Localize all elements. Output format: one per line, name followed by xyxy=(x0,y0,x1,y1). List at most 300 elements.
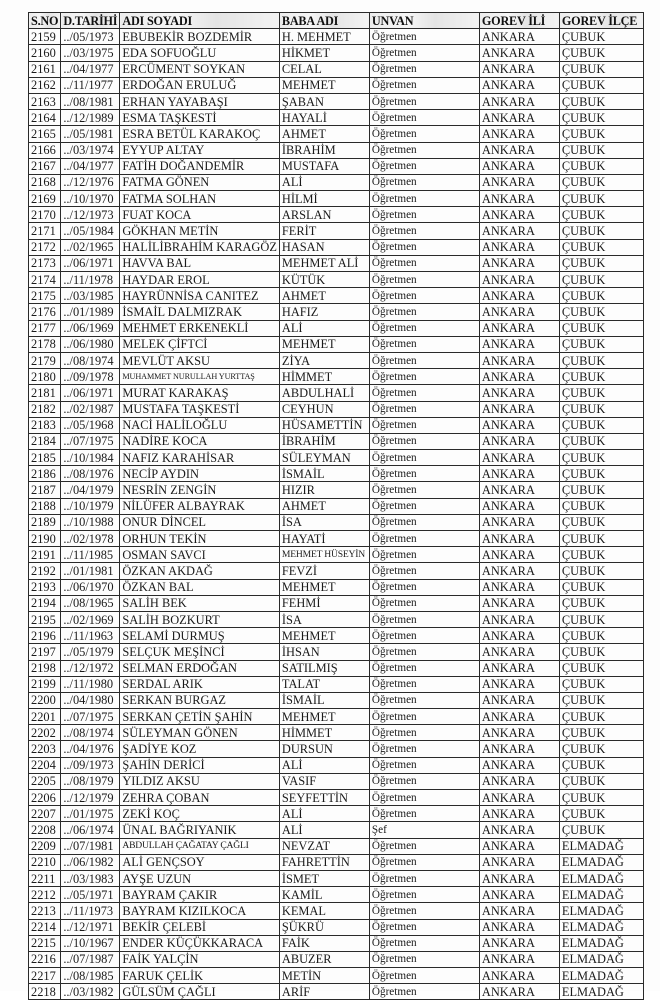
cell-birth-date: ../01/1989 xyxy=(61,304,120,320)
cell-title: Şef xyxy=(369,822,479,838)
cell-father-name: CEYHUN xyxy=(279,401,369,417)
cell-father-name: İSMAİL xyxy=(279,692,369,708)
cell-full-name: BEKİR ÇELEBİ xyxy=(120,919,280,935)
cell-title: Öğretmen xyxy=(369,255,479,271)
cell-duty-district: ÇUBUK xyxy=(559,304,643,320)
cell-birth-date: ../08/1985 xyxy=(61,968,120,984)
cell-full-name: ESRA BETÜL KARAKOÇ xyxy=(120,126,280,142)
cell-duty-district: ÇUBUK xyxy=(559,741,643,757)
header-sno: S.NO xyxy=(29,13,61,29)
personnel-table xyxy=(28,12,644,1000)
cell-father-name: ABDULHALİ xyxy=(279,385,369,401)
table-row xyxy=(29,563,644,579)
cell-duty-district: ELMADAĞ xyxy=(559,919,643,935)
cell-duty-district: ÇUBUK xyxy=(559,806,643,822)
cell-full-name: MUSTAFA TAŞKESTİ xyxy=(120,401,280,417)
cell-birth-date: ../08/1979 xyxy=(61,773,120,789)
cell-duty-province: ANKARA xyxy=(479,935,559,951)
table-row xyxy=(29,547,644,563)
table-row xyxy=(29,644,644,660)
cell-duty-province: ANKARA xyxy=(479,498,559,514)
cell-father-name: HAYALİ xyxy=(279,110,369,126)
cell-father-name: HÜSAMETTİN xyxy=(279,417,369,433)
cell-sno: 2182 xyxy=(29,401,61,417)
cell-duty-province: ANKARA xyxy=(479,822,559,838)
cell-duty-district: ELMADAĞ xyxy=(559,951,643,967)
cell-full-name: ERHAN YAYABAŞI xyxy=(120,93,280,109)
cell-title: Öğretmen xyxy=(369,304,479,320)
cell-sno: 2162 xyxy=(29,77,61,93)
cell-father-name: FERİT xyxy=(279,223,369,239)
table-row xyxy=(29,336,644,352)
cell-sno: 2184 xyxy=(29,433,61,449)
cell-birth-date: ../03/1974 xyxy=(61,142,120,158)
cell-birth-date: ../04/1977 xyxy=(61,158,120,174)
cell-birth-date: ../09/1973 xyxy=(61,757,120,773)
cell-full-name: NACİ HALİLOĞLU xyxy=(120,417,280,433)
cell-sno: 2203 xyxy=(29,741,61,757)
cell-father-name: ABUZER xyxy=(279,951,369,967)
cell-birth-date: ../12/1989 xyxy=(61,110,120,126)
table-row xyxy=(29,272,644,288)
cell-father-name: KÜTÜK xyxy=(279,272,369,288)
table-row xyxy=(29,935,644,951)
cell-sno: 2159 xyxy=(29,29,61,45)
cell-full-name: AYŞE UZUN xyxy=(120,870,280,886)
cell-birth-date: ../11/1985 xyxy=(61,547,120,563)
cell-duty-district: ÇUBUK xyxy=(559,191,643,207)
cell-duty-district: ÇUBUK xyxy=(559,417,643,433)
cell-sno: 2171 xyxy=(29,223,61,239)
cell-duty-district: ÇUBUK xyxy=(559,498,643,514)
table-row xyxy=(29,741,644,757)
cell-sno: 2176 xyxy=(29,304,61,320)
cell-duty-province: ANKARA xyxy=(479,45,559,61)
table-row xyxy=(29,919,644,935)
table-row xyxy=(29,223,644,239)
cell-title: Öğretmen xyxy=(369,563,479,579)
cell-father-name: İSA xyxy=(279,514,369,530)
cell-father-name: MEHMET xyxy=(279,709,369,725)
table-row xyxy=(29,903,644,919)
cell-duty-district: ÇUBUK xyxy=(559,790,643,806)
cell-duty-district: ÇUBUK xyxy=(559,239,643,255)
cell-father-name: H. MEHMET xyxy=(279,29,369,45)
cell-duty-district: ÇUBUK xyxy=(559,158,643,174)
cell-duty-district: ÇUBUK xyxy=(559,547,643,563)
cell-full-name: ZEKİ KOÇ xyxy=(120,806,280,822)
cell-sno: 2161 xyxy=(29,61,61,77)
cell-sno: 2185 xyxy=(29,450,61,466)
cell-duty-district: ELMADAĞ xyxy=(559,870,643,886)
table-row xyxy=(29,93,644,109)
cell-birth-date: ../10/1984 xyxy=(61,450,120,466)
cell-title: Öğretmen xyxy=(369,757,479,773)
cell-duty-district: ÇUBUK xyxy=(559,352,643,368)
cell-full-name: ESMA TAŞKESTİ xyxy=(120,110,280,126)
cell-sno: 2206 xyxy=(29,790,61,806)
cell-sno: 2178 xyxy=(29,336,61,352)
cell-title: Öğretmen xyxy=(369,29,479,45)
table-row xyxy=(29,692,644,708)
cell-duty-district: ÇUBUK xyxy=(559,401,643,417)
cell-father-name: MEHMET ALİ xyxy=(279,255,369,271)
cell-birth-date: ../12/1976 xyxy=(61,174,120,190)
cell-duty-province: ANKARA xyxy=(479,433,559,449)
cell-birth-date: ../02/1978 xyxy=(61,531,120,547)
cell-sno: 2177 xyxy=(29,320,61,336)
cell-title: Öğretmen xyxy=(369,773,479,789)
cell-duty-province: ANKARA xyxy=(479,757,559,773)
cell-duty-district: ELMADAĞ xyxy=(559,903,643,919)
cell-duty-district: ÇUBUK xyxy=(559,531,643,547)
cell-full-name: FAİK YALÇİN xyxy=(120,951,280,967)
cell-father-name: HİMMET xyxy=(279,369,369,385)
cell-father-name: AHMET xyxy=(279,288,369,304)
cell-full-name: GÖKHAN METİN xyxy=(120,223,280,239)
cell-duty-province: ANKARA xyxy=(479,547,559,563)
cell-duty-district: ÇUBUK xyxy=(559,207,643,223)
cell-title: Öğretmen xyxy=(369,692,479,708)
cell-duty-district: ÇUBUK xyxy=(559,142,643,158)
cell-duty-province: ANKARA xyxy=(479,336,559,352)
cell-sno: 2191 xyxy=(29,547,61,563)
cell-duty-province: ANKARA xyxy=(479,514,559,530)
cell-title: Öğretmen xyxy=(369,288,479,304)
cell-birth-date: ../02/1969 xyxy=(61,611,120,627)
cell-father-name: TALAT xyxy=(279,676,369,692)
cell-birth-date: ../03/1983 xyxy=(61,870,120,886)
cell-sno: 2189 xyxy=(29,514,61,530)
table-row xyxy=(29,757,644,773)
table-row xyxy=(29,110,644,126)
cell-birth-date: ../06/1971 xyxy=(61,255,120,271)
cell-birth-date: ../12/1972 xyxy=(61,660,120,676)
cell-duty-province: ANKARA xyxy=(479,709,559,725)
cell-sno: 2218 xyxy=(29,984,61,1000)
table-row xyxy=(29,191,644,207)
cell-duty-province: ANKARA xyxy=(479,304,559,320)
cell-title: Öğretmen xyxy=(369,611,479,627)
cell-title: Öğretmen xyxy=(369,450,479,466)
cell-title: Öğretmen xyxy=(369,239,479,255)
cell-title: Öğretmen xyxy=(369,935,479,951)
cell-title: Öğretmen xyxy=(369,741,479,757)
header-full-name: ADI SOYADI xyxy=(120,13,280,29)
cell-title: Öğretmen xyxy=(369,498,479,514)
cell-duty-province: ANKARA xyxy=(479,644,559,660)
cell-duty-district: ÇUBUK xyxy=(559,595,643,611)
cell-father-name: FEVZİ xyxy=(279,563,369,579)
cell-full-name: EBUBEKİR BOZDEMİR xyxy=(120,29,280,45)
cell-full-name: NİLÜFER ALBAYRAK xyxy=(120,498,280,514)
cell-title: Öğretmen xyxy=(369,968,479,984)
cell-duty-province: ANKARA xyxy=(479,450,559,466)
cell-birth-date: ../10/1988 xyxy=(61,514,120,530)
cell-sno: 2181 xyxy=(29,385,61,401)
cell-sno: 2197 xyxy=(29,644,61,660)
cell-duty-province: ANKARA xyxy=(479,158,559,174)
cell-duty-district: ÇUBUK xyxy=(559,61,643,77)
cell-sno: 2193 xyxy=(29,579,61,595)
cell-birth-date: ../10/1967 xyxy=(61,935,120,951)
cell-father-name: AHMET xyxy=(279,498,369,514)
table-row xyxy=(29,514,644,530)
table-row xyxy=(29,709,644,725)
cell-title: Öğretmen xyxy=(369,93,479,109)
cell-full-name: FUAT KOCA xyxy=(120,207,280,223)
cell-full-name: MUHAMMET NURULLAH YURTTAŞ xyxy=(120,369,280,385)
cell-duty-district: ÇUBUK xyxy=(559,757,643,773)
cell-duty-province: ANKARA xyxy=(479,611,559,627)
cell-full-name: SERDAL ARIK xyxy=(120,676,280,692)
cell-full-name: GÜLSÜM ÇAĞLI xyxy=(120,984,280,1000)
cell-title: Öğretmen xyxy=(369,417,479,433)
cell-birth-date: ../04/1980 xyxy=(61,692,120,708)
cell-title: Öğretmen xyxy=(369,790,479,806)
cell-birth-date: ../05/1973 xyxy=(61,29,120,45)
cell-father-name: HASAN xyxy=(279,239,369,255)
cell-full-name: SELMAN ERDOĞAN xyxy=(120,660,280,676)
cell-sno: 2169 xyxy=(29,191,61,207)
cell-title: Öğretmen xyxy=(369,595,479,611)
cell-duty-province: ANKARA xyxy=(479,29,559,45)
cell-full-name: ERCÜMENT SOYKAN xyxy=(120,61,280,77)
cell-sno: 2198 xyxy=(29,660,61,676)
cell-duty-province: ANKARA xyxy=(479,628,559,644)
cell-birth-date: ../12/1979 xyxy=(61,790,120,806)
cell-full-name: ABDULLAH ÇAĞATAY ÇAĞLI xyxy=(120,838,280,854)
cell-title: Öğretmen xyxy=(369,579,479,595)
cell-sno: 2216 xyxy=(29,951,61,967)
cell-full-name: BAYRAM KIZILKOCA xyxy=(120,903,280,919)
cell-duty-province: ANKARA xyxy=(479,288,559,304)
table-row xyxy=(29,29,644,45)
cell-father-name: MEHMET HÜSEYİN xyxy=(279,547,369,563)
cell-sno: 2175 xyxy=(29,288,61,304)
cell-sno: 2187 xyxy=(29,482,61,498)
cell-duty-province: ANKARA xyxy=(479,563,559,579)
cell-full-name: SALİH BOZKURT xyxy=(120,611,280,627)
cell-duty-district: ELMADAĞ xyxy=(559,984,643,1000)
cell-full-name: ŞADİYE KOZ xyxy=(120,741,280,757)
cell-sno: 2164 xyxy=(29,110,61,126)
cell-title: Öğretmen xyxy=(369,838,479,854)
cell-birth-date: ../02/1965 xyxy=(61,239,120,255)
cell-sno: 2170 xyxy=(29,207,61,223)
cell-title: Öğretmen xyxy=(369,919,479,935)
table-row xyxy=(29,887,644,903)
table-row xyxy=(29,725,644,741)
cell-duty-district: ÇUBUK xyxy=(559,822,643,838)
table-row xyxy=(29,77,644,93)
cell-title: Öğretmen xyxy=(369,514,479,530)
cell-duty-province: ANKARA xyxy=(479,870,559,886)
cell-sno: 2179 xyxy=(29,352,61,368)
cell-birth-date: ../01/1981 xyxy=(61,563,120,579)
cell-sno: 2202 xyxy=(29,725,61,741)
cell-birth-date: ../03/1985 xyxy=(61,288,120,304)
table-row xyxy=(29,854,644,870)
cell-title: Öğretmen xyxy=(369,806,479,822)
header-duty-district: GOREV İLÇE xyxy=(559,13,643,29)
cell-title: Öğretmen xyxy=(369,482,479,498)
cell-title: Öğretmen xyxy=(369,854,479,870)
table-row xyxy=(29,870,644,886)
cell-duty-province: ANKARA xyxy=(479,191,559,207)
cell-duty-district: ÇUBUK xyxy=(559,433,643,449)
cell-birth-date: ../06/1969 xyxy=(61,320,120,336)
cell-duty-district: ÇUBUK xyxy=(559,611,643,627)
cell-duty-district: ÇUBUK xyxy=(559,45,643,61)
cell-birth-date: ../06/1982 xyxy=(61,854,120,870)
cell-birth-date: ../01/1975 xyxy=(61,806,120,822)
cell-title: Öğretmen xyxy=(369,385,479,401)
cell-father-name: HİKMET xyxy=(279,45,369,61)
cell-duty-district: ÇUBUK xyxy=(559,369,643,385)
cell-birth-date: ../11/1980 xyxy=(61,676,120,692)
cell-duty-province: ANKARA xyxy=(479,919,559,935)
cell-full-name: ORHUN TEKİN xyxy=(120,531,280,547)
cell-title: Öğretmen xyxy=(369,870,479,886)
cell-sno: 2188 xyxy=(29,498,61,514)
cell-father-name: İSMAİL xyxy=(279,466,369,482)
cell-duty-district: ÇUBUK xyxy=(559,709,643,725)
cell-sno: 2167 xyxy=(29,158,61,174)
cell-sno: 2207 xyxy=(29,806,61,822)
cell-duty-district: ÇUBUK xyxy=(559,579,643,595)
table-row xyxy=(29,984,644,1000)
cell-father-name: ALİ xyxy=(279,806,369,822)
cell-father-name: MEHMET xyxy=(279,628,369,644)
cell-title: Öğretmen xyxy=(369,126,479,142)
header-title: UNVAN xyxy=(369,13,479,29)
cell-title: Öğretmen xyxy=(369,272,479,288)
cell-duty-province: ANKARA xyxy=(479,854,559,870)
header-father-name: BABA ADI xyxy=(279,13,369,29)
cell-sno: 2165 xyxy=(29,126,61,142)
cell-duty-district: ÇUBUK xyxy=(559,385,643,401)
cell-duty-district: ÇUBUK xyxy=(559,110,643,126)
cell-duty-province: ANKARA xyxy=(479,951,559,967)
cell-full-name: ERDOĞAN ERULUĞ xyxy=(120,77,280,93)
table-row xyxy=(29,466,644,482)
cell-title: Öğretmen xyxy=(369,223,479,239)
cell-title: Öğretmen xyxy=(369,77,479,93)
cell-birth-date: ../06/1980 xyxy=(61,336,120,352)
cell-duty-province: ANKARA xyxy=(479,579,559,595)
table-row xyxy=(29,579,644,595)
cell-duty-province: ANKARA xyxy=(479,239,559,255)
cell-birth-date: ../10/1979 xyxy=(61,498,120,514)
cell-full-name: SERKAN BURGAZ xyxy=(120,692,280,708)
cell-title: Öğretmen xyxy=(369,547,479,563)
cell-birth-date: ../12/1971 xyxy=(61,919,120,935)
cell-duty-province: ANKARA xyxy=(479,595,559,611)
cell-duty-province: ANKARA xyxy=(479,385,559,401)
cell-duty-province: ANKARA xyxy=(479,61,559,77)
cell-full-name: MELEK ÇİFTCİ xyxy=(120,336,280,352)
cell-duty-province: ANKARA xyxy=(479,741,559,757)
cell-father-name: SÜLEYMAN xyxy=(279,450,369,466)
cell-duty-district: ÇUBUK xyxy=(559,676,643,692)
table-row xyxy=(29,304,644,320)
cell-duty-district: ÇUBUK xyxy=(559,466,643,482)
cell-duty-province: ANKARA xyxy=(479,93,559,109)
cell-duty-province: ANKARA xyxy=(479,725,559,741)
cell-father-name: ŞÜKRÜ xyxy=(279,919,369,935)
cell-sno: 2195 xyxy=(29,611,61,627)
cell-duty-province: ANKARA xyxy=(479,660,559,676)
cell-title: Öğretmen xyxy=(369,676,479,692)
cell-sno: 2205 xyxy=(29,773,61,789)
cell-father-name: NEVZAT xyxy=(279,838,369,854)
cell-duty-district: ÇUBUK xyxy=(559,628,643,644)
cell-sno: 2208 xyxy=(29,822,61,838)
cell-duty-district: ÇUBUK xyxy=(559,272,643,288)
cell-birth-date: ../05/1979 xyxy=(61,644,120,660)
table-body xyxy=(29,29,644,1000)
cell-sno: 2194 xyxy=(29,595,61,611)
cell-birth-date: ../10/1970 xyxy=(61,191,120,207)
cell-title: Öğretmen xyxy=(369,433,479,449)
cell-birth-date: ../08/1974 xyxy=(61,352,120,368)
table-row xyxy=(29,595,644,611)
cell-birth-date: ../11/1963 xyxy=(61,628,120,644)
cell-birth-date: ../11/1977 xyxy=(61,77,120,93)
cell-father-name: ŞABAN xyxy=(279,93,369,109)
cell-full-name: NAFIZ KARAHİSAR xyxy=(120,450,280,466)
cell-father-name: ALİ xyxy=(279,822,369,838)
cell-title: Öğretmen xyxy=(369,903,479,919)
cell-full-name: ENDER KÜÇÜKKARACA xyxy=(120,935,280,951)
cell-birth-date: ../04/1976 xyxy=(61,741,120,757)
cell-duty-province: ANKARA xyxy=(479,369,559,385)
cell-duty-district: ÇUBUK xyxy=(559,77,643,93)
cell-sno: 2172 xyxy=(29,239,61,255)
cell-title: Öğretmen xyxy=(369,644,479,660)
table-row xyxy=(29,806,644,822)
cell-duty-province: ANKARA xyxy=(479,887,559,903)
cell-duty-district: ÇUBUK xyxy=(559,126,643,142)
table-row xyxy=(29,838,644,854)
cell-birth-date: ../03/1975 xyxy=(61,45,120,61)
cell-full-name: HALİLİBRAHİM KARAGÖZ xyxy=(120,239,280,255)
cell-father-name: İSMET xyxy=(279,870,369,886)
cell-full-name: SÜLEYMAN GÖNEN xyxy=(120,725,280,741)
cell-birth-date: ../07/1975 xyxy=(61,433,120,449)
cell-sno: 2168 xyxy=(29,174,61,190)
cell-duty-district: ELMADAĞ xyxy=(559,887,643,903)
cell-birth-date: ../08/1981 xyxy=(61,93,120,109)
table-row xyxy=(29,417,644,433)
cell-full-name: YILDIZ AKSU xyxy=(120,773,280,789)
table-row xyxy=(29,174,644,190)
cell-full-name: FATİH DOĞANDEMİR xyxy=(120,158,280,174)
cell-duty-province: ANKARA xyxy=(479,984,559,1000)
cell-birth-date: ../07/1987 xyxy=(61,951,120,967)
cell-father-name: MEHMET xyxy=(279,77,369,93)
cell-duty-district: ÇUBUK xyxy=(559,725,643,741)
cell-title: Öğretmen xyxy=(369,628,479,644)
cell-sno: 2217 xyxy=(29,968,61,984)
cell-birth-date: ../12/1973 xyxy=(61,207,120,223)
cell-full-name: ŞAHİN DERİCİ xyxy=(120,757,280,773)
cell-full-name: İSMAİL DALMIZRAK xyxy=(120,304,280,320)
cell-title: Öğretmen xyxy=(369,709,479,725)
cell-duty-province: ANKARA xyxy=(479,806,559,822)
cell-title: Öğretmen xyxy=(369,110,479,126)
